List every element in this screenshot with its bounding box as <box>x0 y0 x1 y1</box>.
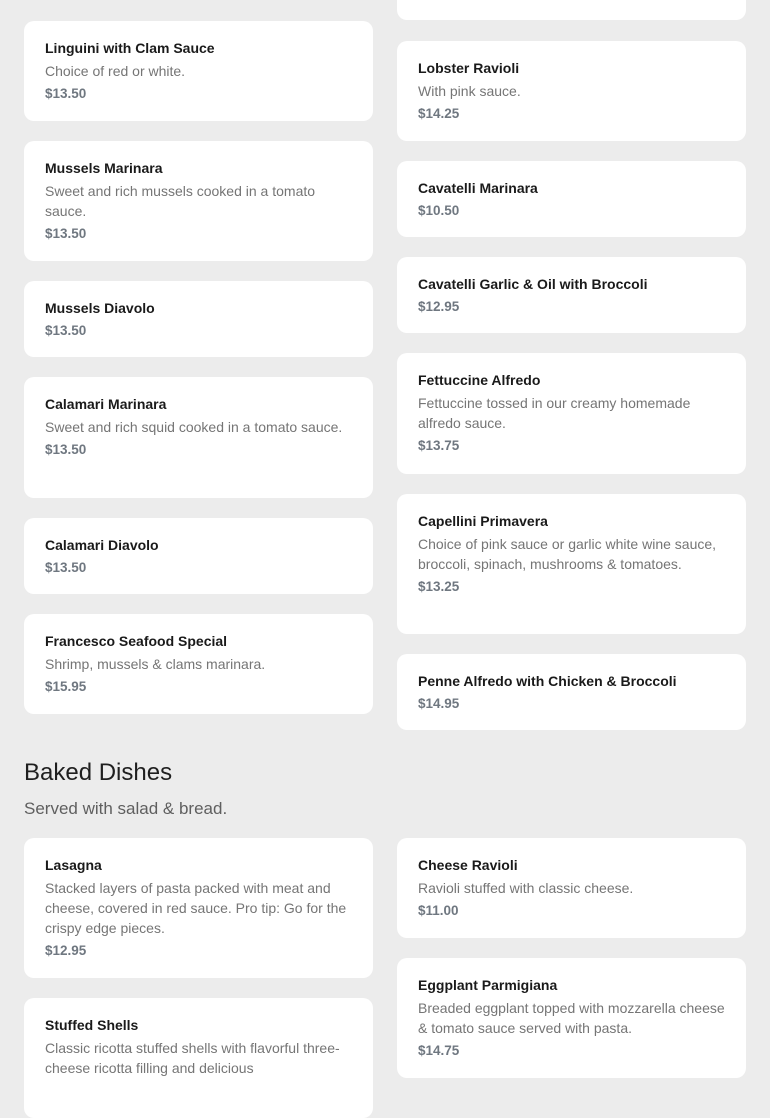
menu-item-name: Calamari Marinara <box>45 396 167 412</box>
menu-item-description: Shrimp, mussels & clams marinara. <box>45 656 266 672</box>
menu-item-price: $14.95 <box>418 696 460 711</box>
section-title: Baked Dishes <box>24 759 173 786</box>
menu-item-description: Breaded eggplant topped with mozzarella cheese & tomato sauce served with pasta. <box>418 1000 725 1036</box>
menu-item-name: Mussels Diavolo <box>45 300 155 316</box>
menu-item-price: $12.95 <box>45 943 87 958</box>
menu-item-description: Choice of red or white. <box>45 63 186 79</box>
menu-item-name: Fettuccine Alfredo <box>418 372 541 388</box>
menu-item-card[interactable] <box>24 518 373 594</box>
section-subtitle: Served with salad & bread. <box>24 799 228 818</box>
menu-item-name: Mussels Marinara <box>45 160 163 176</box>
menu-item-name: Eggplant Parmigiana <box>418 977 558 993</box>
menu-item-card[interactable] <box>397 161 746 237</box>
menu-item-name: Cavatelli Marinara <box>418 180 538 196</box>
menu-item-card[interactable] <box>24 838 373 978</box>
menu-item-price: $13.50 <box>45 226 87 241</box>
menu-item-card[interactable] <box>24 281 373 357</box>
menu-item-description: Stacked layers of pasta packed with meat and cheese, covered in red sauce. Pro tip: Go for the crispy edge pieces. <box>45 880 347 936</box>
menu-item-card[interactable] <box>397 353 746 474</box>
menu-item-description: With pink sauce. <box>418 83 521 99</box>
menu-item-name: Lobster Ravioli <box>418 60 520 76</box>
menu-item-card[interactable] <box>397 494 746 634</box>
menu-item-card[interactable] <box>397 654 746 730</box>
menu-item-card[interactable] <box>24 21 373 121</box>
menu-item-price: $12.95 <box>418 299 460 314</box>
menu-item-card[interactable] <box>24 141 373 261</box>
menu-item-card[interactable] <box>24 377 373 498</box>
menu-item-price: $13.50 <box>45 560 87 575</box>
menu-item-description: Ravioli stuffed with classic cheese. <box>418 880 634 896</box>
menu-item-price: $13.75 <box>418 438 460 453</box>
menu-item-card[interactable] <box>397 958 746 1078</box>
menu-item-name: Francesco Seafood Special <box>45 633 228 649</box>
menu-item-card[interactable] <box>24 998 373 1118</box>
menu-item-description: Classic ricotta stuffed shells with flavorful three-cheese ricotta filling and delicious <box>45 1040 340 1076</box>
menu-item-price: $14.25 <box>418 106 460 121</box>
menu-item-price: $15.95 <box>45 679 87 694</box>
menu-item-price: $11.00 <box>418 903 459 918</box>
menu-item-description: Choice of pink sauce or garlic white wine sauce, broccoli, spinach, mushrooms & tomatoes. <box>418 536 717 572</box>
menu-item-description: Sweet and rich squid cooked in a tomato sauce. <box>45 419 343 435</box>
menu-item-name: Calamari Diavolo <box>45 537 159 553</box>
menu-item-name: Lasagna <box>45 857 102 873</box>
menu-item-price: $10.50 <box>418 203 460 218</box>
menu-item-name: Linguini with Clam Sauce <box>45 40 215 56</box>
menu-item-name: Cavatelli Garlic & Oil with Broccoli <box>418 276 648 292</box>
menu-item-price: $13.50 <box>45 442 87 457</box>
menu-item-card[interactable] <box>397 257 746 333</box>
menu-item-card[interactable] <box>397 838 746 938</box>
menu-item-card[interactable] <box>24 614 373 714</box>
menu-item-price: $14.75 <box>418 1043 460 1058</box>
menu-item-description: Sweet and rich mussels cooked in a tomato sauce. <box>45 183 316 219</box>
menu-item-price: $13.25 <box>418 579 460 594</box>
menu-item-card[interactable] <box>397 0 746 20</box>
menu-item-name: Stuffed Shells <box>45 1017 139 1033</box>
menu-item-name: Cheese Ravioli <box>418 857 518 873</box>
menu-item-name: Capellini Primavera <box>418 513 548 529</box>
menu-item-card[interactable] <box>397 41 746 141</box>
menu-item-name: Penne Alfredo with Chicken & Broccoli <box>418 673 677 689</box>
menu-item-description: Fettuccine tossed in our creamy homemade alfredo sauce. <box>418 395 691 431</box>
menu-item-price: $13.50 <box>45 323 87 338</box>
menu-item-price: $13.50 <box>45 86 87 101</box>
